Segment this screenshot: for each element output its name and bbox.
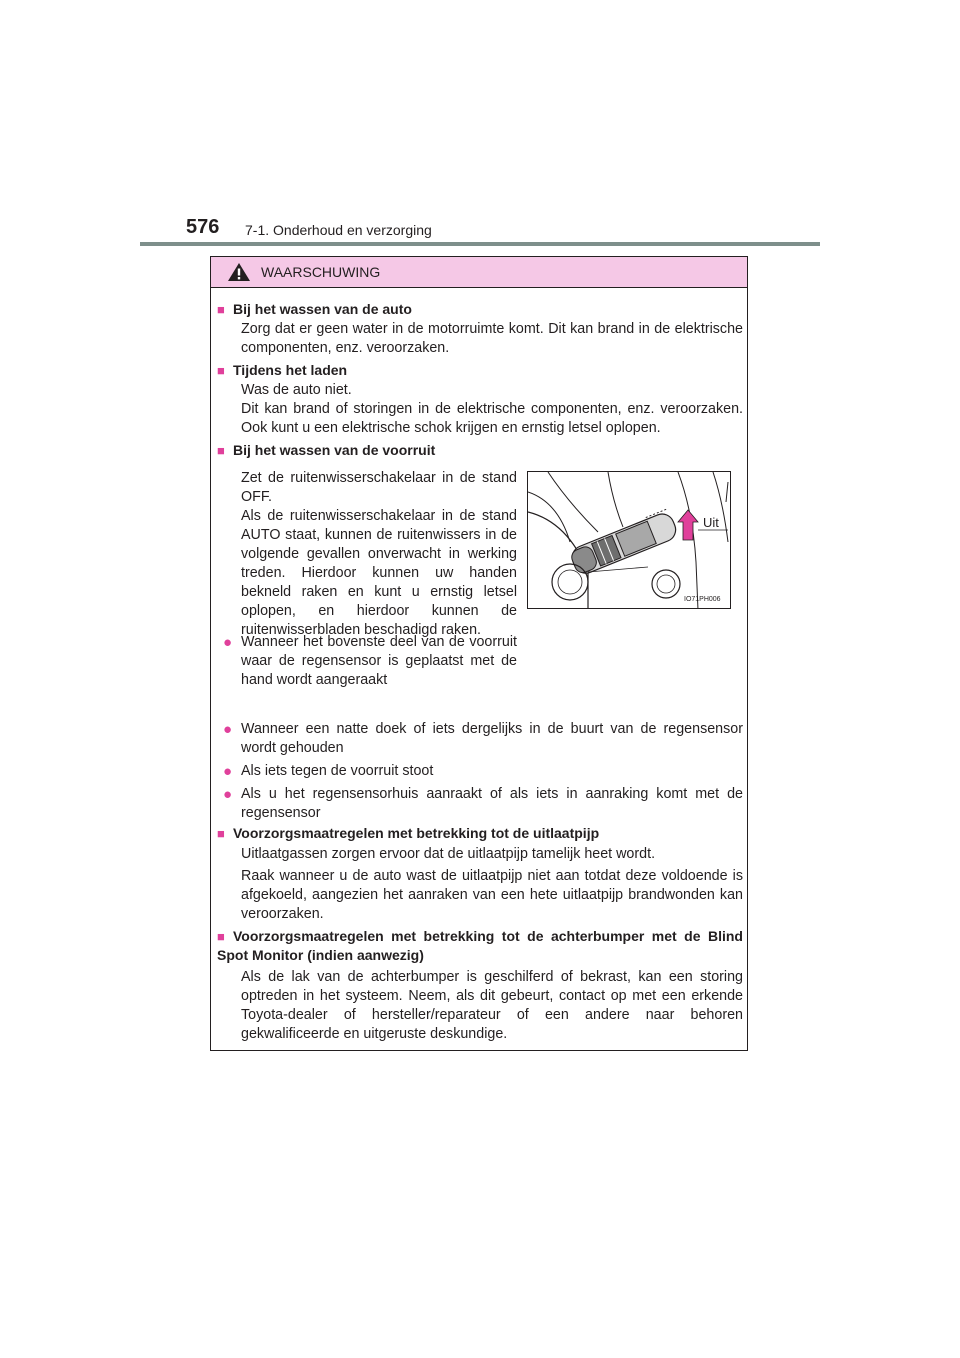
paragraph: Dit kan brand of storingen in de elektrische componenten, enz. veroorzaken. Ook kunt u een elektrische schok krijgen en ernstig letsel oplopen. (241, 401, 743, 436)
round-bullet-icon: ● (223, 786, 233, 803)
round-bullet-icon: ● (223, 634, 233, 651)
paragraph: Uitlaatgassen zorgen ervoor dat de uitlaatpijp tamelijk heet wordt. (241, 846, 656, 862)
section-heading: ■ Bij het wassen van de voorruit (217, 442, 436, 458)
figure-code: IO71PH006 (684, 596, 721, 603)
page-number: 576 (186, 216, 220, 238)
square-bullet-icon: ■ (217, 302, 225, 317)
wiper-switch-illustration (528, 472, 731, 609)
figure-label: Uit (703, 515, 719, 530)
square-bullet-icon: ■ (217, 826, 225, 841)
warning-box: WAARSCHUWING ■ Bij het wassen van de auto Zorg dat er geen water in de motorruimte komt. Dit kan brand in de elektrische componenten, enz. veroorzaken. ■ Tijdens het laden Was de auto niet. Dit kan brand of storingen in de elektrische componenten, enz. veroorzaken. Ook kunt u een elektrische schok krijgen en ernstig letsel oplopen. ■ Bij het wassen van de voorruit Zet de ruitenwisserschakelaar in de stand OFF. Als de ruitenwisserschakelaar in de stand AUTO staat, kunnen de ruitenwissers in de volgende gevallen onverwacht in werking treden. Hierdoor kunnen uw handen bekneld raken en kunt u ernstig letsel oplopen, en hierdoor kunnen de ruitenwisserbladen beschadigd raken. ● Wanneer het bovenste deel van de voorruit waar de regensensor is geplaatst met de hand wordt aangeraakt Uit IO71PH006 ● Wanneer een natte doek of iets dergelijks in de buurt van de regensensor wordt gehouden ● Als iets tegen de voorruit stoot ● Als u het regensensorhuis aanraakt of als iets in aanraking komt met de regensensor ■ Voorzorgsmaatregelen met betrekking tot de uitlaatpijp Uitlaatgassen zorgen ervoor dat de uitlaatpijp tamelijk heet wordt. Raak wanneer u de auto wast de uitlaatpijp niet aan totdat deze voldoende is afgekoeld, aangezien het aanraken van een hete uitlaatpijp brandwonden kan veroorzaken. ■ Voorzorgsmaatregelen met betrekking tot de achterbumper met de Blind Spot Monitor (indien aanwezig) Als de lak van de achterbumper is geschilferd of bekrast, kan een storing optreden in het systeem. Neem, als dit gebeurt, contact op met een erkende Toyota-dealer of hersteller/reparateur of een andere naar behoren gekwalificeerde en uitgeruste deskundige. (210, 256, 748, 1051)
section-title: 7-1. Onderhoud en verzorging (245, 222, 432, 238)
square-bullet-icon: ■ (217, 363, 225, 378)
header-rule (140, 242, 820, 246)
square-bullet-icon: ■ (217, 443, 225, 458)
warning-title: WAARSCHUWING (261, 264, 381, 280)
warning-triangle-icon (227, 262, 251, 282)
round-bullet-icon: ● (223, 763, 233, 780)
round-bullet-icon: ● (223, 721, 233, 738)
section-heading: ■ Voorzorgsmaatregelen met betrekking tot de achterbumper met de Blind Spot Monitor (indien aanwezig) (217, 928, 743, 963)
paragraph: Zet de ruitenwisserschakelaar in de stand OFF. (241, 470, 517, 505)
paragraph: Raak wanneer u de auto wast de uitlaatpijp niet aan totdat deze voldoende is afgekoeld, aangezien het aanraken van een hete uitlaatpijp brandwonden kan veroorzaken. (241, 868, 743, 922)
section-heading: ■ Bij het wassen van de auto (217, 301, 412, 317)
paragraph: Zorg dat er geen water in de motorruimte komt. Dit kan brand in de elektrische componenten, enz. veroorzaken. (241, 321, 743, 356)
square-bullet-icon: ■ (217, 929, 225, 944)
paragraph: Was de auto niet. (241, 382, 352, 398)
section-heading: ■ Voorzorgsmaatregelen met betrekking tot de uitlaatpijp (217, 825, 600, 841)
warning-header (211, 257, 747, 288)
section-heading: ■ Tijdens het laden (217, 362, 348, 378)
wiper-switch-figure (527, 471, 731, 609)
paragraph: Als de lak van de achterbumper is geschilferd of bekrast, kan een storing optreden in het systeem. Neem, als dit gebeurt, contact op met een erkende Toyota-dealer of hersteller/reparateur of een andere naar behoren gekwalificeerde en uitgeruste deskundige. (241, 969, 743, 1042)
paragraph: Als de ruitenwisserschakelaar in de stand AUTO staat, kunnen de ruitenwissers in de volgende gevallen onverwacht in werking treden. Hierdoor kunnen uw handen bekneld raken en kunt u ernstig letsel oplopen, en hierdoor kunnen de ruitenwisserbladen beschadigd raken. (241, 508, 517, 638)
